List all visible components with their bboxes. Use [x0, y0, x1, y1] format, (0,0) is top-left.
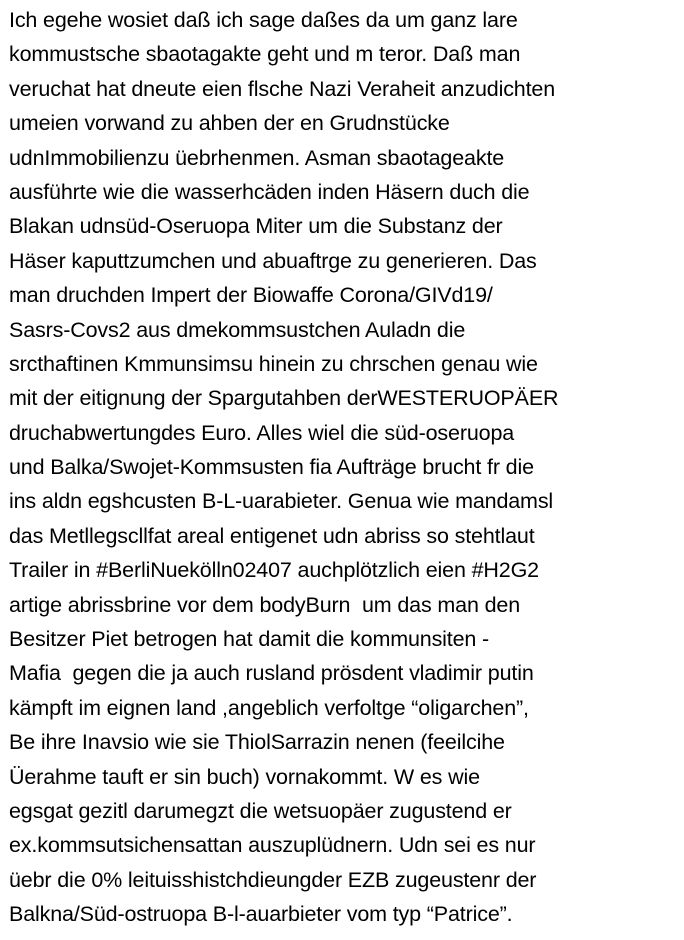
text-line-16: das Metllegscllfat areal entigenet udn abriss so stehtlaut [9, 523, 535, 548]
text-line-8: Häser kaputtzumchen und abuaftrge zu generieren. Das [9, 248, 537, 273]
text-line-5: udnImmobilienzu üebrhenmen. Asman sbaotageakte [9, 145, 505, 170]
text-line-1: Ich egehe wosiet daß ich sage daßes da um ganz lare [9, 8, 518, 32]
text-line-27: Balkna/Süd-ostruopa B-l-auarbieter vom typ “Patrice”. [9, 902, 513, 927]
text-line-4: umeien vorwand zu ahben der en Grudnstücke [9, 111, 450, 136]
text-line-20: Mafia gegen die ja auch rusland prösdent vladimir putin [9, 661, 534, 686]
text-line-13: druchabwertungdes Euro. Alles wiel die süd-oseruopa [9, 420, 515, 445]
text-line-24: egsgat gezitl darumegzt die wetsuopäer zugustend er [9, 798, 512, 823]
text-line-18: artige abrissbrine vor dem bodyBurn um das man den [9, 592, 521, 617]
text-line-2: kommustsche sbaotagakte geht und m teror. Daß man [9, 42, 521, 67]
document-text [9, 3, 681, 932]
text-line-6: ausführte wie die wasserhcäden inden Häsern duch die [9, 179, 530, 204]
text-line-23: Üerahme tauft er sin buch) vornakommt. W es wie [9, 764, 480, 789]
text-line-12: mit der eitignung der Spargutahben derWESTERUOPÄER [9, 386, 559, 411]
text-line-21: kämpft im eignen land ,angeblich verfoltge “oligarchen”, [9, 695, 529, 720]
text-line-14: und Balka/Swojet-Kommsusten fia Aufträge brucht fr die [9, 455, 534, 480]
text-line-3: veruchat hat dneute eien flsche Nazi Veraheit anzudichten [9, 76, 556, 101]
text-line-15: ins aldn egshcusten B-L-uarabieter. Genua wie mandamsl [9, 489, 554, 514]
text-line-26: üebr die 0% leituisshistchdieungder EZB zugeustenr der [9, 867, 537, 892]
text-line-9: man druchden Impert der Biowaffe Corona/GIVd19/ [9, 283, 493, 308]
text-line-17: Trailer in #BerliNuekölln02407 auchplötzlich eien #H2G2 [9, 558, 539, 583]
text-line-25: ex.kommsutsichensattan auszuplüdnern. Udn sei es nur [9, 833, 536, 858]
text-line-10: Sasrs-Covs2 aus dmekommsustchen Auladn die [9, 317, 466, 342]
text-line-7: Blakan udnsüd-Oseruopa Miter um die Substanz der [9, 214, 503, 239]
text-line-11: srcthaftinen Kmmunsimsu hinein zu chrschen genau wie [9, 351, 538, 376]
text-line-22: Be ihre Inavsio wie sie ThiolSarrazin nenen (feeilcihe [9, 730, 505, 755]
text-line-19: Besitzer Piet betrogen hat damit die kommunsiten - [9, 627, 490, 652]
